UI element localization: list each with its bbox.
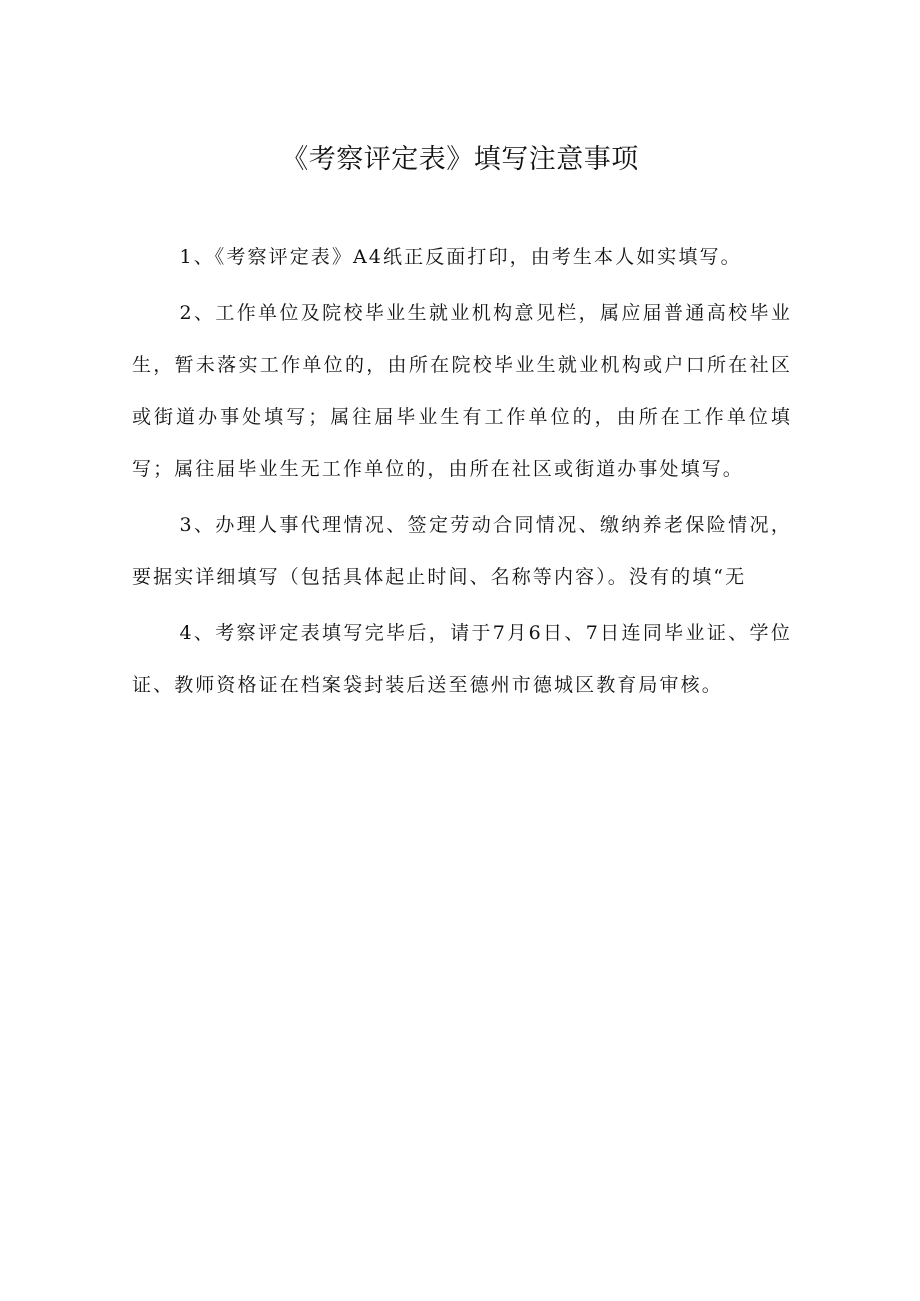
note-item-4: 4、考察评定表填写完毕后，请于7月6日、7日连同毕业证、学位证、教师资格证在档案袋封装后送至德州市德城区教育局审核。 bbox=[132, 622, 792, 696]
document-body bbox=[132, 231, 792, 711]
document-title: 《考察评定表》填写注意事项 bbox=[281, 144, 639, 175]
note-item-2: 2、工作单位及院校毕业生就业机构意见栏，属应届普通高校毕业生，暂未落实工作单位的，由所在院校毕业生就业机构或户口所在社区或街道办事处填写；属往届毕业生有工作单位的，由所在工作单位填写；属往届毕业生无工作单位的，由所在社区或街道办事处填写。 bbox=[132, 302, 792, 480]
note-item-1: 1、《考察评定表》A4纸正反面打印，由考生本人如实填写。 bbox=[179, 246, 742, 268]
note-item-3: 3、办理人事代理情况、签定劳动合同情况、缴纳养老保险情况，要据实详细填写（包括具体起止时间、名称等内容）。没有的填“无 bbox=[132, 514, 792, 588]
